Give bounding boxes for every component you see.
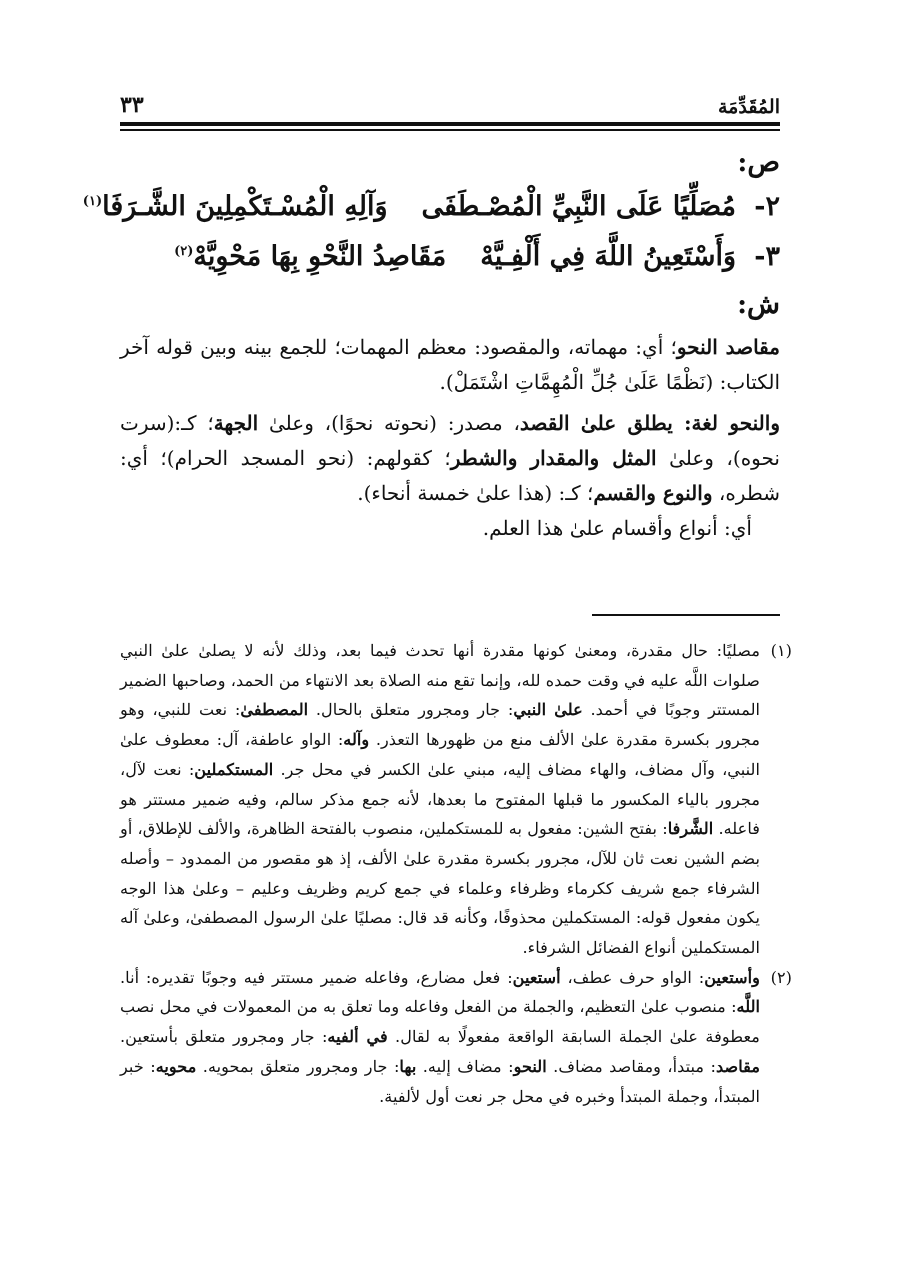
footnote-text: : نعت للنبي، وهو مجرور بكسرة مقدرة علىٰ الألف منع من ظهورها التعذر. — [120, 700, 760, 750]
footnote-number: (١) — [770, 641, 792, 660]
verse-first-hemistich: مُصَلِّيًا عَلَى النَّبِيِّ الْمُصْـطَفَى — [421, 191, 736, 222]
footnote-separator — [592, 614, 780, 616]
footnote-bold-term: المستكملين — [194, 759, 274, 779]
bold-term: والنحو لغة: يطلق علىٰ القصد — [519, 411, 780, 435]
footnote-bold-term: وآله — [343, 730, 370, 750]
text-marker: ص: — [737, 147, 780, 178]
footnote-bold-term: النحو — [513, 1056, 547, 1076]
footnote-text: مصليًا: حال مقدرة، ومعنىٰ كونها مقدرة أنها تحدث فيما بعد، وذلك لأنه لا يصلىٰ علىٰ النبي صلوات اللَّه عليه في وقت حمده لله، وإنما تقع منه الصلاة بعد الانتهاء من الحمد، وصاحبها الضمير المستتر وجوبًا في أحمد. — [120, 641, 760, 720]
footnote-text: : فعل مضارع، وفاعله ضمير مستتر فيه وجوبًا تقديره: أنا. — [120, 967, 513, 987]
footnote — [120, 963, 792, 1112]
footnote-text: : نعت لآل، مجرور بالياء المكسور ما قبلها المفتوح ما بعدها، لأنه جمع مذكر سالم، وفيه ضمير مستتر هو فاعله. — [120, 759, 760, 839]
verse-second-hemistich — [174, 232, 446, 282]
footnote-text: : مبتدأ، ومقاصد مضاف. — [546, 1056, 716, 1076]
footnote-text: : جار ومجرور متعلق بمحويه. — [196, 1056, 400, 1076]
footnote-bold-term: اللَّه — [736, 997, 760, 1017]
footnote-bold-term: أستعين — [512, 967, 561, 987]
footnote-bold-term: بها — [399, 1056, 417, 1076]
commentary-paragraph: أي: أنواع وأقسام علىٰ هذا العلم. — [482, 516, 752, 540]
bold-term: مقاصد النحو — [676, 335, 781, 359]
commentary-paragraph — [120, 406, 780, 511]
page-header — [120, 84, 780, 118]
footnote-text: : الواو حرف عطف، — [560, 967, 705, 987]
footnotes — [120, 636, 792, 1111]
verse-line — [120, 232, 780, 282]
page-number: ٣٣ — [120, 92, 144, 118]
footnote — [120, 636, 792, 963]
verse-number: ٢- — [754, 191, 780, 222]
footnote-text: : خبر المبتدأ، وجملة المبتدأ وخبره في محل جر نعت أول لألفية. — [120, 1056, 760, 1106]
footnote-ref[interactable]: (١) — [82, 194, 103, 209]
verse-second-text: وَآلِهِ الْمُسْـتَكْمِلِينَ الشَّـرَفَا — [102, 191, 388, 222]
footnote-bold-term: الشَّرفا — [667, 819, 714, 839]
footnote-bold-term: علىٰ النبي — [513, 700, 583, 720]
bold-term: المثل والمقدار والشطر — [450, 446, 657, 470]
commentary-text: ؛ أي: مهماته، والمقصود: معظم المهمات؛ للجمع بينه وبين قوله آخر الكتاب: (نَظْمًا عَلَىٰ جُلِّ الْمُهِمَّاتِ اشْتَمَلْ). — [120, 335, 780, 394]
commentary-text: ؛ كـ:(سرت نحوه)، وعلىٰ — [120, 411, 780, 470]
footnote-bold-term: محويه — [155, 1056, 197, 1076]
commentary-marker: ش: — [737, 289, 780, 320]
footnote-text: : جار ومجرور متعلق بأستعين. — [120, 1027, 328, 1047]
footnote-bold-term: المصطفىٰ — [240, 700, 309, 720]
verse-line — [82, 182, 780, 232]
commentary-text: ؛ كقولهم: (نحو المسجد الحرام)؛ أي: شطره، — [120, 446, 780, 505]
commentary-text: ؛ كـ: (هذا علىٰ خمسة أنحاء). — [357, 481, 594, 505]
footnote-bold-term: مقاصد — [715, 1056, 761, 1076]
footnote-text: : منصوب علىٰ التعظيم، والجملة من الفعل وفاعله وما تعلق به من المعمولات في محل نصب معطوفة علىٰ الجملة السابقة الواقعة مفعولًا به لقال. — [120, 997, 760, 1047]
footnote-text: : الواو عاطفة، آل: معطوف علىٰ النبي، وآل مضاف، والهاء مضاف إليه، مبني علىٰ الكسر في محل جر. — [120, 730, 760, 779]
header-rule-thin — [120, 129, 780, 131]
bold-term: والنوع والقسم — [593, 481, 713, 505]
verse-number: ٣- — [754, 241, 780, 272]
verse-second-text: مَقَاصِدُ النَّحْوِ بِهَا مَحْوِيَّهْ — [193, 241, 447, 272]
commentary-paragraph — [120, 330, 780, 400]
footnote-number: (٢) — [770, 967, 792, 987]
footnote-text: : بفتح الشين: مفعول به للمستكملين، منصوب بالفتحة الظاهرة، والألف للإطلاق، أو بضم الشين نعت ثان للآل، مجرور بكسرة مقدرة علىٰ الألف، إذ هو مقصور من الممدود – وأصله الشرفاء جمع شريف ككرماء وظرفاء وعلماء في جمع كريم وظريف وعليم – وعلىٰ هذا الوجه يكون مفعول قوله: المستكملين محذوفًا، وكأنه قد قال: مصليًا علىٰ الرسول المصطفىٰ، وعلىٰ آله المستكملين أنواع الفضائل الشرفاء. — [120, 819, 760, 958]
verse-first-hemistich: وَأَسْتَعِينُ اللَّهَ فِي أَلْفِـيَّهْ — [480, 241, 736, 272]
footnote-bold-term: في ألفيه — [327, 1027, 388, 1047]
footnote-bold-term: وأستعين — [704, 967, 760, 987]
footnote-ref[interactable]: (٢) — [174, 244, 194, 259]
bold-term: الجهة — [213, 411, 259, 435]
footnote-body — [120, 636, 760, 963]
footnote-text: : مضاف إليه. — [416, 1056, 514, 1076]
header-rule-thick — [120, 122, 780, 126]
footnote-body — [120, 963, 760, 1112]
running-title: المُقَدِّمَة — [717, 96, 780, 118]
footnote-text: : جار ومجرور متعلق بالحال. — [308, 700, 514, 720]
main-text — [82, 140, 781, 546]
commentary-text: ، مصدر: (نحوته نحوًا)، وعلىٰ — [258, 411, 520, 435]
verse-second-hemistich — [83, 182, 388, 232]
